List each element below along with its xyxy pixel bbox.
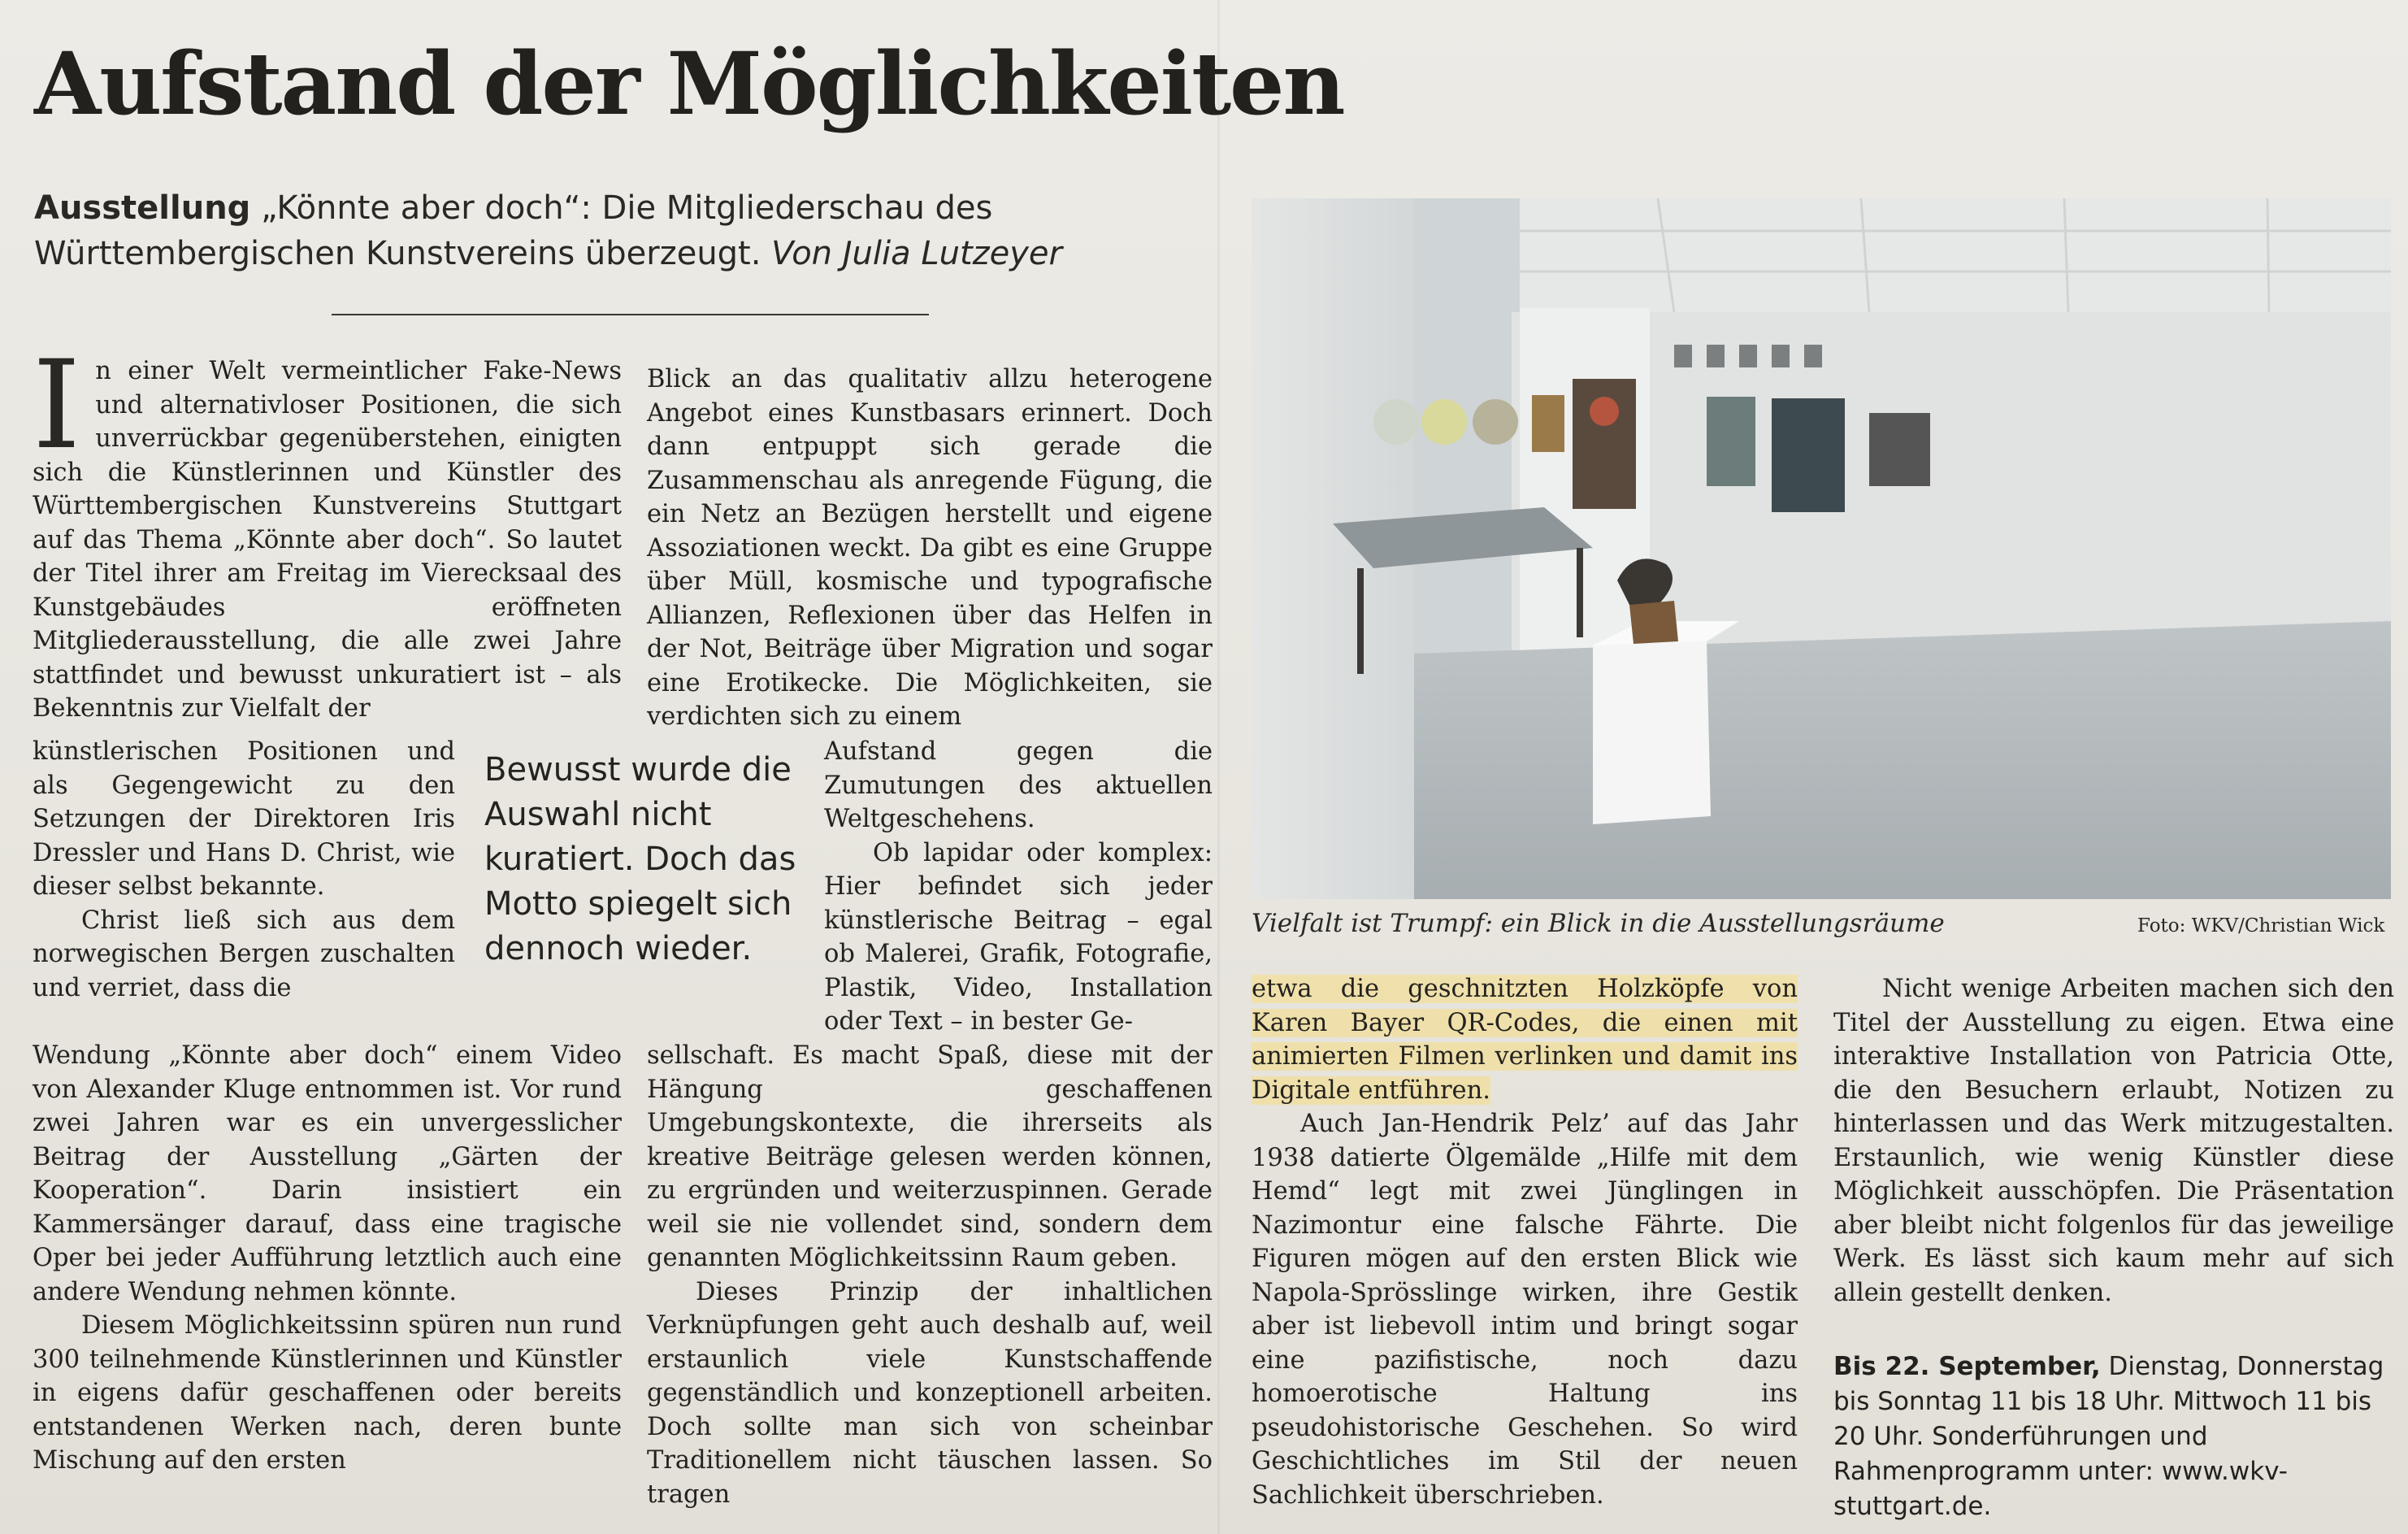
col2-paragraph-2-cont: sellschaft. Es macht Spaß, diese mit der Hängung geschaffenen Umgebungskontexte, die ihrerseits als kreative Beiträge gelesen werden können, zu ergründen und weiterzuspinnen. Gerade weil sie nie vollendet sind, sondern dem genannten Möglichkeitssinn Raum geben.	[647, 1041, 1213, 1272]
highlighted-text: etwa die geschnitzten Holzköpfe von Karen Bayer QR-Codes, die einen mit animierten Filmen verlinken und damit ins Digitale entführen.	[1252, 975, 1798, 1105]
photo-caption: Vielfalt ist Trumpf: ein Blick in die Ausstellungsräume	[1252, 909, 1945, 938]
col2-paragraph-1-cont: Aufstand gegen die Zumutungen des aktuellen Weltgeschehens.	[824, 737, 1213, 833]
headline: Aufstand der Möglichkeiten	[34, 33, 1344, 134]
byline: Von Julia Lutzeyer	[771, 235, 1062, 272]
column-3	[1252, 972, 1798, 1512]
subheadline	[34, 185, 1204, 276]
drop-cap: I	[33, 335, 81, 476]
photo-credit: Foto: WKV/Christian Wick	[2137, 915, 2385, 936]
gallery-photo-graphic	[1252, 198, 2391, 899]
subhead-kicker: Ausstellung	[34, 189, 251, 227]
col1-paragraph-2: Christ ließ sich aus dem norwegischen Bergen zuschalten und verriet, dass die	[33, 906, 455, 1002]
col1-paragraph-1: n einer Welt vermeintlicher Fake-News und alternativloser Positionen, die sich unverrückbar gegenüberstehen, einigten sich die Künstlerinnen und Künstler des Württembergischen Kunstvereins Stuttgart auf das Thema „Könnte aber doch“. So lautet der Titel ihrer am Freitag im Vierecksaal des Kunstgebäudes eröffneten Mitgliederausstellung, die alle zwei Jahre stattfindet und bewusst unkuratiert ist – als Bekenntnis zur Vielfalt der	[33, 357, 622, 723]
column-2-bottom	[647, 1039, 1213, 1511]
subhead-text: „Könnte aber doch“: Die Mitgliederschau des Württembergischen Kunstvereins überzeugt.	[34, 189, 993, 272]
col4-paragraph-1: Nicht wenige Arbeiten machen sich den Titel der Ausstellung zu eigen. Etwa eine interaktive Installation von Patricia Otte, die den Besuchern erlaubt, Notizen zu hinterlassen und das Werk mitzugestalten. Erstaunlich, wie wenig Künstler diese Möglichkeit ausschöpfen. Die Präsentation aber bleibt nicht folgenlos für das jeweilige Werk. Es lässt sich kaum mehr auf sich allein gestellt denken.	[1833, 975, 2394, 1307]
col3-paragraph-1	[1252, 972, 1798, 1107]
column-2-middle	[824, 735, 1213, 1039]
col2-paragraph-2: Ob lapidar oder komplex: Hier befindet sich jeder künstlerische Beitrag – egal ob Malerei, Grafik, Fotografie, Plastik, Video, Installation oder Text – in bester Ge-	[824, 838, 1213, 1036]
divider-rule	[332, 314, 929, 315]
column-2-top	[647, 363, 1213, 734]
col1-paragraph-2-cont: Wendung „Könnte aber doch“ einem Video von Alexander Kluge entnommen ist. Vor rund zwei Jahren war es ein unvergesslicher Beitrag der Ausstellung „Gärten der Kooperation“. Darin insistiert ein Kammersänger darauf, dass eine tragische Oper bei jeder Aufführung letztlich auch eine andere Wendung nehmen könnte.	[33, 1041, 622, 1306]
pull-quote: Bewusst wurde die Auswahl nicht kuratiert. Doch das Motto spiegelt sich dennoch wieder.	[484, 751, 796, 967]
col2-paragraph-3: Dieses Prinzip der inhaltlichen Verknüpfungen geht auch deshalb auf, weil erstaunlich viele Kunstschaffende gegenständlich und konzeptionell arbeiten. Doch sollte man sich von scheinbar Traditionellem nicht täuschen lassen. So tragen	[647, 1277, 1213, 1509]
exhibition-info	[1833, 1349, 2394, 1524]
paper-fold	[1217, 0, 1220, 1534]
column-1-bottom	[33, 1039, 622, 1478]
col1-paragraph-3: Diesem Möglichkeitssinn spüren nun rund 300 teilnehmende Künstlerinnen und Künstler in eigens dafür geschaffenen oder bereits entstandenen Werken nach, deren bunte Mischung auf den ersten	[33, 1311, 622, 1475]
col3-paragraph-2: Auch Jan-Hendrik Pelz’ auf das Jahr 1938 datierte Ölgemälde „Hilfe mit dem Hemd“ legt mit zwei Jünglingen in Nazimontur eine falsche Fährte. Die Figuren mögen auf den ersten Blick wie Napola-Sprösslinge wirken, ihre Gestik aber ist liebevoll intim und bringt sogar eine pazifistische, noch dazu homoerotische Haltung ins pseudohistorische Geschehen. So wird Geschichtliches im Stil der neuen Sachlichkeit überschrieben.	[1252, 1110, 1798, 1510]
column-1-middle	[33, 735, 455, 1005]
col2-paragraph-1: Blick an das qualitativ allzu heterogene Angebot eines Kunstbasars erinnert. Doch dann entpuppt sich gerade die Zusammenschau als anregende Fügung, die ein Netz an Bezügen herstellt und eigene Assoziationen weckt. Da gibt es eine Gruppe über Müll, kosmische und typografische Allianzen, Reflexionen über das Helfen in der Not, Beiträge über Migration und sogar eine Erotikecke. Die Möglichkeiten, sie verdichten sich zu einem	[647, 365, 1213, 731]
exhibition-photo	[1252, 198, 2391, 899]
col1-paragraph-1-cont: künstlerischen Positionen und als Gegengewicht zu den Setzungen der Direktoren Iris Dressler und Hans D. Christ, wie dieser selbst bekannte.	[33, 737, 455, 901]
info-dates: Bis 22. September,	[1833, 1352, 2101, 1381]
info-text: Dienstag, Donnerstag bis Sonntag 11 bis 18 Uhr. Mittwoch 11 bis 20 Uhr. Sonderführungen und Rahmenprogramm unter: www.wkv-stuttgart.de.	[1833, 1352, 2384, 1521]
column-1-top	[33, 335, 622, 726]
column-4	[1833, 972, 2394, 1310]
